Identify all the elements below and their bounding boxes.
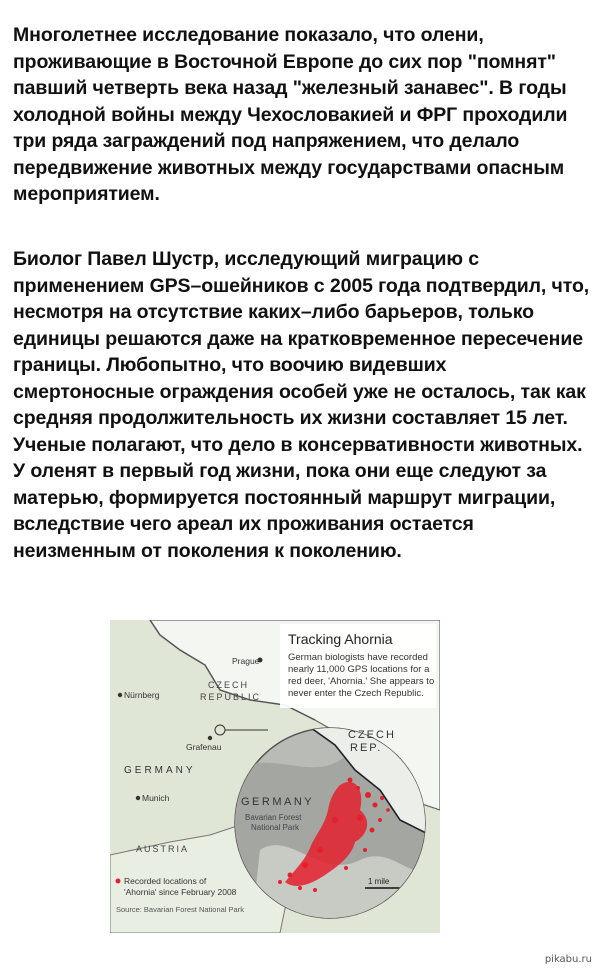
label-grafenau: Grafenau bbox=[186, 742, 222, 752]
legend-line-2: 'Ahornia' since February 2008 bbox=[124, 887, 237, 897]
map-svg bbox=[110, 620, 440, 933]
label-austria: AUSTRIA bbox=[136, 844, 190, 854]
label-czech-1: CZECH bbox=[208, 680, 249, 690]
map-title: Tracking Ahornia bbox=[288, 631, 393, 647]
nurnberg-marker bbox=[118, 693, 122, 697]
inset-label-czech-1: CZECH bbox=[348, 729, 396, 741]
legend-dot bbox=[116, 879, 121, 884]
label-czech-2: REPUBLIC bbox=[200, 692, 262, 702]
article-paragraph-1: Многолетнее исследование показало, что олени, проживающие в Восточной Европе до сих пор "помнят" павший четверть века назад "железный занавес". В годы холодной войны между Чехословакией и ФРГ проходили три ряда заграждений под напряжением, что делало передвижение животных между государствами опасным мероприятием. bbox=[13, 24, 568, 205]
legend-line-1: Recorded locations of bbox=[124, 876, 207, 886]
scale-label: 1 mile bbox=[368, 877, 390, 886]
grafenau-marker bbox=[208, 736, 212, 740]
inset-label-germany: GERMANY bbox=[241, 796, 315, 808]
inset-label-czech-2: REP. bbox=[350, 742, 383, 754]
inset-label-park-1: Bavarian Forest bbox=[245, 813, 302, 822]
label-nurnberg: Nürnberg bbox=[124, 690, 160, 700]
map-infographic bbox=[110, 620, 440, 933]
watermark: pikabu.ru bbox=[544, 954, 592, 965]
label-prague: Prague bbox=[232, 656, 260, 666]
inset-label-park-2: National Park bbox=[251, 823, 300, 832]
map-source: Source: Bavarian Forest National Park bbox=[116, 905, 244, 914]
label-germany: GERMANY bbox=[124, 765, 196, 776]
map-desc-3: red deer, 'Ahornia.' She appears to bbox=[288, 676, 435, 687]
map-desc-2: nearly 11,000 GPS locations for a bbox=[288, 664, 430, 675]
munich-marker bbox=[136, 796, 140, 800]
label-munich: Munich bbox=[142, 793, 170, 803]
map-desc-1: German biologists have recorded bbox=[288, 652, 428, 663]
article-paragraph-2: Биолог Павел Шустр, исследующий миграцию с применением GPS–ошейников с 2005 года подтвердил, что, несмотря на отсутствие каких–либо барьеров, только единицы решаются даже на кратковременное пересечение границы. Любопытно, что воочию видевших смертоносные ограждения особей уже не осталось, так как средняя продолжительность их жизни составляет 15 лет. Ученые полагают, что дело в консервативности животных. У оленят в первый год жизни, пока они еще следуют за матерью, формируется постоянный маршрут миграции, вследствие чего ареал их проживания остается неизменным от поколения к поколению. bbox=[13, 248, 590, 562]
map-desc-4: never enter the Czech Republic. bbox=[288, 688, 424, 699]
